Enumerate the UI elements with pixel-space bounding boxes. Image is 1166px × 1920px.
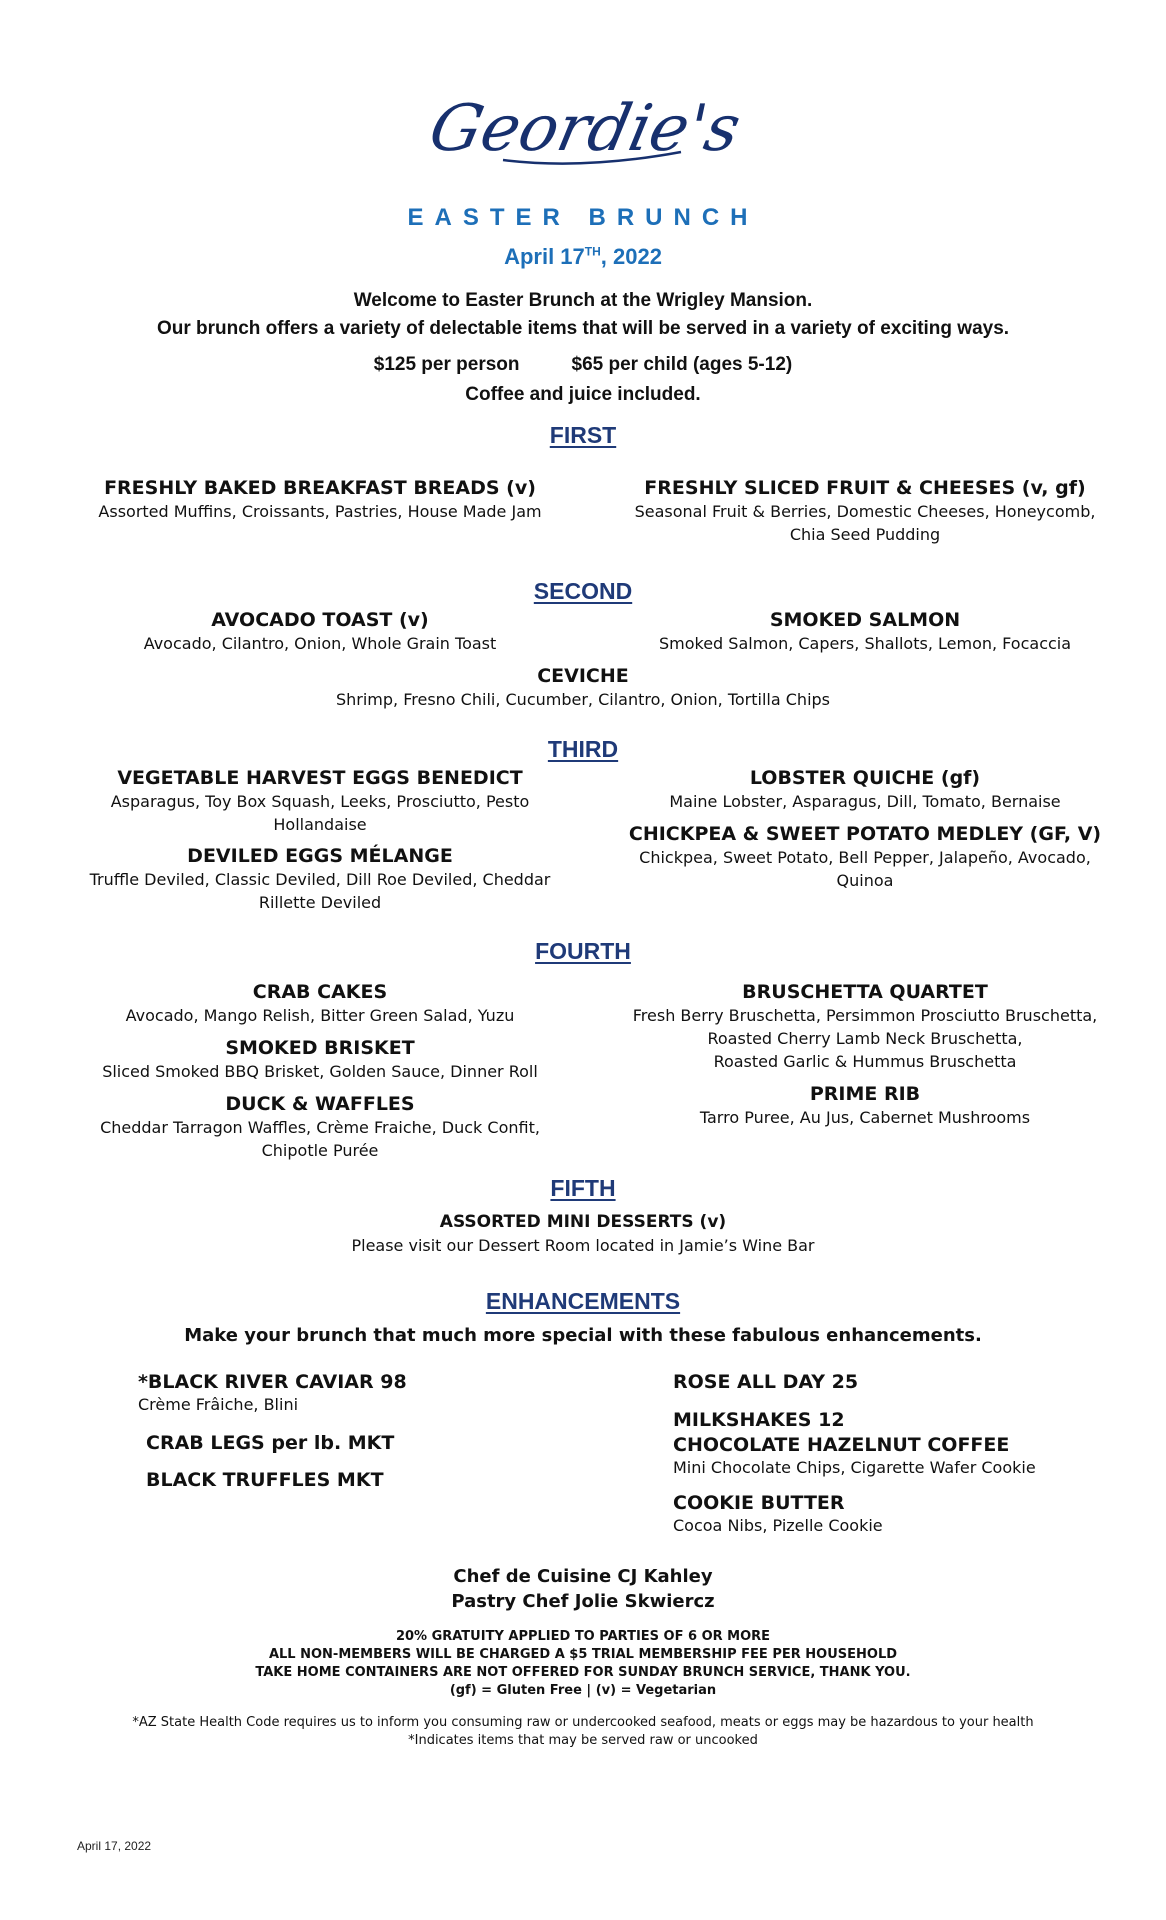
enhancement-item: MILKSHAKES 12: [673, 1409, 845, 1431]
enhancement-desc: Mini Chocolate Chips, Cigarette Wafer Cookie: [673, 1458, 1036, 1477]
menu-item: [60, 476, 580, 523]
menu-item: [60, 980, 580, 1027]
item-desc: Assorted Muffins, Croissants, Pastries, House Made Jam: [98, 502, 542, 521]
enhancement-name: COOKIE BUTTER: [673, 1492, 845, 1514]
enhancement-item: [673, 1433, 1133, 1479]
pricing: [0, 354, 1166, 376]
menu-item: [600, 608, 1130, 655]
menu-item: [60, 664, 1106, 711]
enhancement-item: BLACK TRUFFLES MKT: [146, 1469, 384, 1491]
item-desc: Avocado, Cilantro, Onion, Whole Grain Toast: [143, 634, 497, 653]
restaurant-logo: [0, 72, 1166, 182]
item-desc: Chickpea, Sweet Potato, Bell Pepper, Jalapeño, Avocado,: [639, 848, 1091, 867]
enhancement-name: CHOCOLATE HAZELNUT COFFEE: [673, 1434, 1010, 1456]
menu-item: [600, 1082, 1130, 1129]
enhancement-name: *BLACK RIVER CAVIAR 98: [138, 1371, 407, 1393]
item-desc: Shrimp, Fresno Chili, Cucumber, Cilantro, Onion, Tortilla Chips: [335, 690, 831, 709]
event-date: April 17TH, 2022: [504, 244, 662, 269]
menu-item: [600, 766, 1130, 813]
enhancement-item: ROSE ALL DAY 25: [673, 1371, 859, 1393]
item-name: LOBSTER QUICHE (gf): [749, 767, 981, 789]
item-desc: Maine Lobster, Asparagus, Dill, Tomato, Bernaise: [669, 792, 1061, 811]
menu-item: [60, 766, 580, 836]
item-name: PRIME RIB: [809, 1083, 921, 1105]
section-heading-enhancements: ENHANCEMENTS: [485, 1288, 681, 1314]
enhancements-subtitle: Make your brunch that much more special with these fabulous enhancements.: [184, 1325, 982, 1346]
enhancement-item: [138, 1370, 578, 1416]
item-name: FRESHLY SLICED FRUIT & CHEESES (v, gf): [644, 477, 1086, 499]
item-name: AVOCADO TOAST (v): [211, 609, 429, 631]
menu-item: [60, 1092, 580, 1162]
item-name: FRESHLY BAKED BREAKFAST BREADS (v): [104, 477, 536, 499]
item-desc: Sliced Smoked BBQ Brisket, Golden Sauce, Dinner Roll: [102, 1062, 538, 1081]
logo-wordmark: Geordie's: [423, 91, 747, 166]
pastry-chef: Pastry Chef Jolie Skwiercz: [451, 1591, 715, 1612]
item-desc: Quinoa: [836, 871, 894, 890]
enhancement-item: CRAB LEGS per lb. MKT: [146, 1432, 395, 1454]
intro-line-1: Welcome to Easter Brunch at the Wrigley Mansion.: [353, 290, 813, 311]
health-disclaimer: *AZ State Health Code requires us to inform you consuming raw or undercooked seafood, meats or eggs may be hazardous to your health *Indicates items that may be served raw or uncooked: [132, 1715, 1034, 1748]
item-desc: Cheddar Tarragon Waffles, Crème Fraiche, Duck Confit,: [100, 1118, 540, 1137]
item-desc: Avocado, Mango Relish, Bitter Green Salad, Yuzu: [125, 1006, 515, 1025]
item-desc: Fresh Berry Bruschetta, Persimmon Prosciutto Bruschetta,: [632, 1006, 1098, 1025]
chef-de-cuisine: Chef de Cuisine CJ Kahley: [453, 1566, 713, 1587]
item-name: ASSORTED MINI DESSERTS (v): [439, 1212, 727, 1232]
item-desc: Tarro Puree, Au Jus, Cabernet Mushrooms: [699, 1108, 1031, 1127]
item-desc: Chipotle Purée: [261, 1141, 379, 1160]
enhancement-desc: Cocoa Nibs, Pizelle Cookie: [673, 1516, 883, 1535]
included-note: Coffee and juice included.: [465, 384, 701, 405]
intro-line-2: Our brunch offers a variety of delectable items that will be served in a variety of exciting ways.: [156, 318, 1010, 339]
menu-item: [600, 980, 1130, 1073]
item-desc: Chia Seed Pudding: [789, 525, 941, 544]
item-name: SMOKED BRISKET: [225, 1037, 415, 1059]
item-desc: Roasted Cherry Lamb Neck Bruschetta,: [707, 1029, 1023, 1048]
adult-price: $125 per person: [373, 354, 520, 375]
item-desc: Roasted Garlic & Hummus Bruschetta: [713, 1052, 1017, 1071]
menu-item: [600, 822, 1130, 892]
section-heading-third: THIRD: [547, 736, 619, 762]
item-desc: Smoked Salmon, Capers, Shallots, Lemon, Focaccia: [658, 634, 1072, 653]
chef-credits: [0, 1564, 1166, 1614]
enhancement-item: [673, 1491, 1133, 1537]
service-notes: 20% GRATUITY APPLIED TO PARTIES OF 6 OR MORE ALL NON-MEMBERS WILL BE CHARGED A $5 TRIAL MEMBERSHIP FEE PER HOUSEHOLD TAKE HOME CONTAINERS ARE NOT OFFERED FOR SUNDAY BRUNCH SERVICE, THANK YOU. (gf) = Gluten Free | (v) = Vegetarian: [255, 1629, 911, 1698]
menu-item: [600, 476, 1130, 546]
item-desc: Please visit our Dessert Room located in Jamie’s Wine Bar: [351, 1236, 815, 1255]
section-heading-fifth: FIFTH: [550, 1175, 616, 1201]
item-desc: Asparagus, Toy Box Squash, Leeks, Prosciutto, Pesto: [110, 792, 530, 811]
menu-item: [60, 1210, 1106, 1257]
footer-date: April 17, 2022: [77, 1839, 152, 1853]
section-heading-second: SECOND: [533, 578, 633, 604]
item-name: DEVILED EGGS MÉLANGE: [187, 845, 453, 867]
item-name: CEVICHE: [537, 665, 629, 687]
enhancement-desc: Crème Frâiche, Blini: [138, 1395, 299, 1414]
item-name: VEGETABLE HARVEST EGGS BENEDICT: [117, 767, 523, 789]
item-name: BRUSCHETTA QUARTET: [742, 981, 988, 1003]
menu-item: [60, 844, 580, 914]
item-name: CRAB CAKES: [252, 981, 388, 1003]
item-desc: Hollandaise: [273, 815, 367, 834]
item-name: CHICKPEA & SWEET POTATO MEDLEY (GF, V): [628, 823, 1102, 845]
item-desc: Seasonal Fruit & Berries, Domestic Cheeses, Honeycomb,: [634, 502, 1096, 521]
item-desc: Rillette Deviled: [258, 893, 382, 912]
section-heading-first: FIRST: [549, 422, 617, 448]
item-desc: Truffle Deviled, Classic Deviled, Dill Roe Deviled, Cheddar: [89, 870, 551, 889]
item-name: DUCK & WAFFLES: [225, 1093, 415, 1115]
event-title: EASTER BRUNCH: [407, 204, 759, 231]
menu-item: [60, 608, 580, 655]
section-heading-fourth: FOURTH: [535, 938, 631, 964]
item-name: SMOKED SALMON: [769, 609, 961, 631]
child-price: $65 per child (ages 5-12): [571, 354, 793, 375]
menu-item: [60, 1036, 580, 1083]
